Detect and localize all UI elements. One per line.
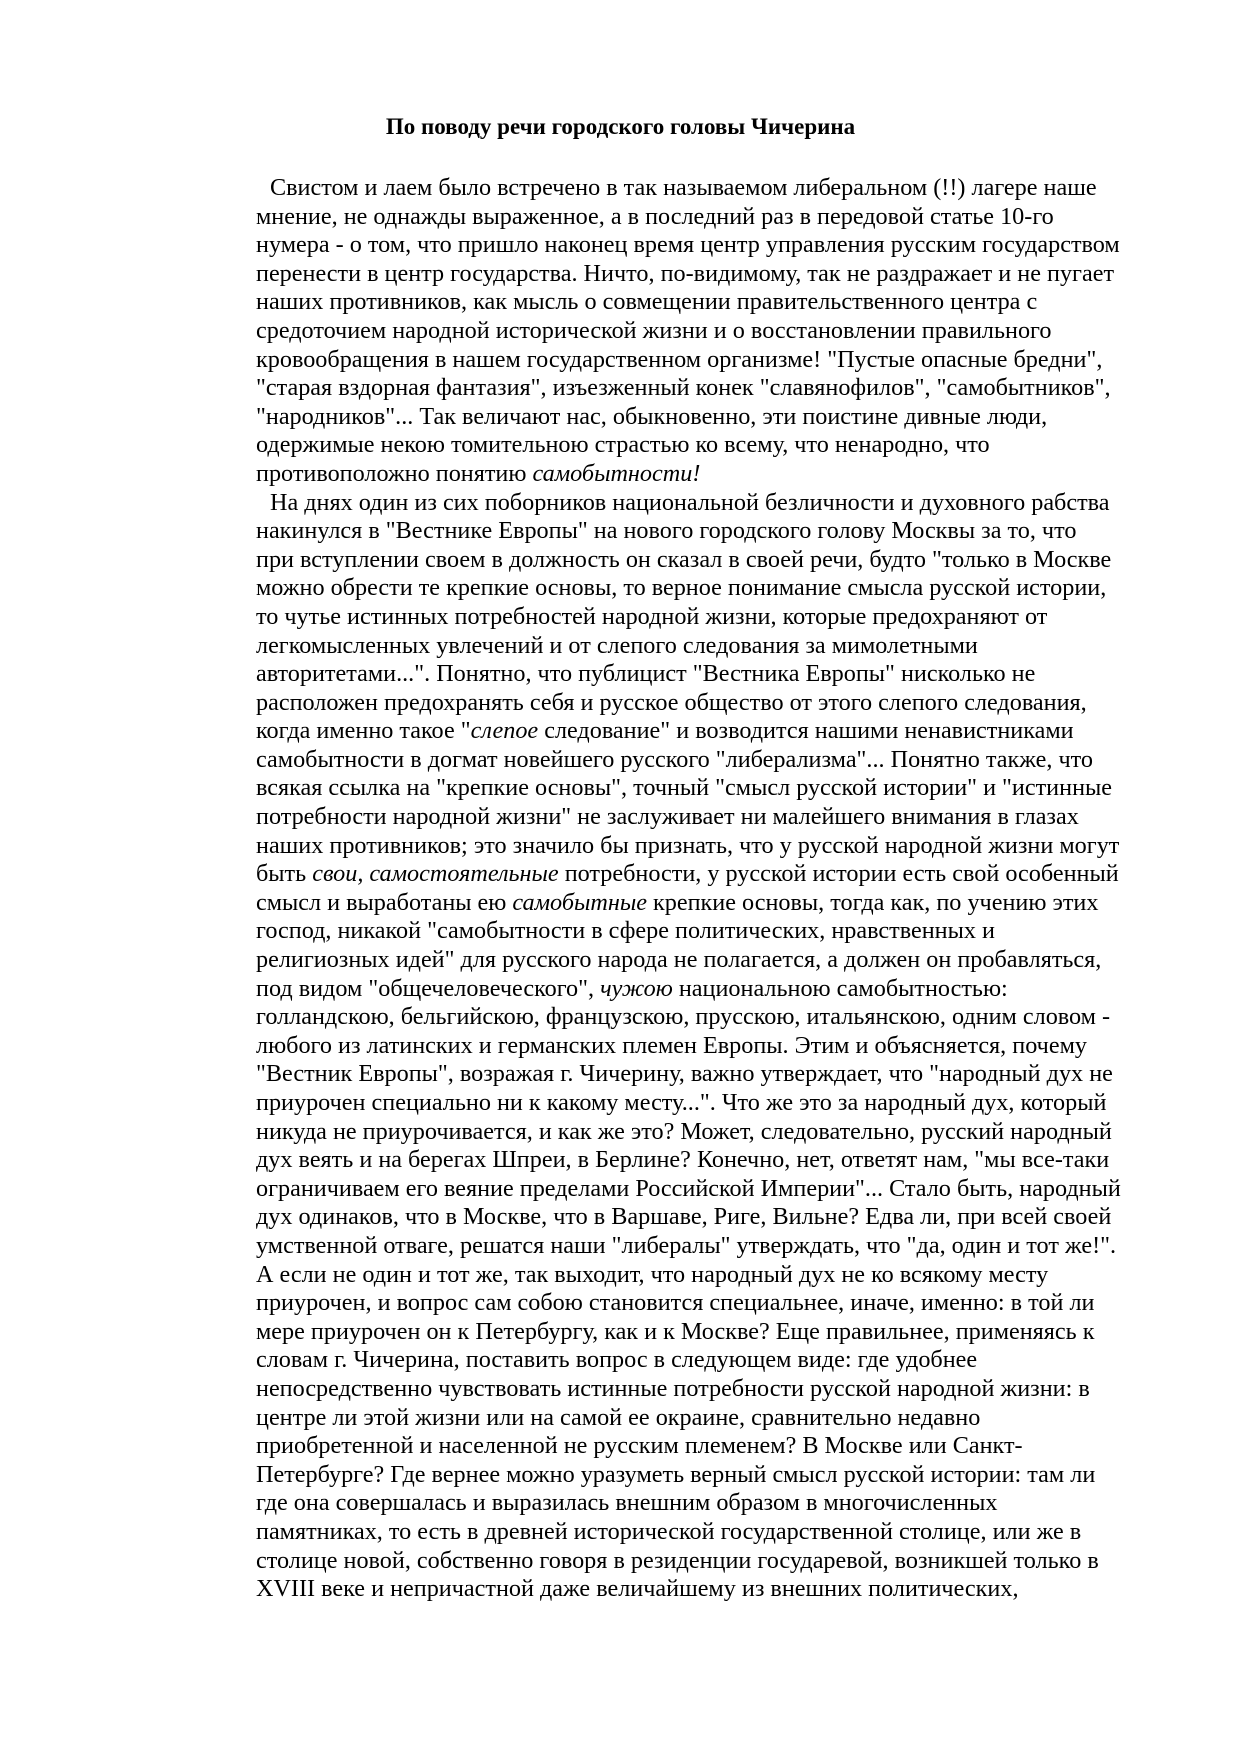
text-line: то чутье истинных потребностей народной жизни, которые предохраняют от (256, 602, 1048, 630)
text-line: мере приурочен он к Петербургу, как и к Москве? Еще правильнее, применяясь к (256, 1317, 1095, 1345)
document-body (256, 174, 1156, 1604)
text-line: никуда не приурочивается, и как же это? Может, следовательно, русский народный (256, 1117, 1112, 1145)
text-line: кровообращения в нашем государственном организме! "Пустые опасные бредни", (256, 345, 1103, 373)
text-line (242, 860, 1156, 889)
text-line: авторитетами...". Понятно, что публицист "Вестника Европы" нисколько не (256, 660, 1036, 688)
text-line: памятниках, то есть в древней исторической государственной столице, или же в (256, 1517, 1082, 1545)
document-title: По поводу речи городского головы Чичерина (385, 114, 856, 139)
text-line: словам г. Чичерина, поставить вопрос в следующем виде: где удобнее (256, 1346, 978, 1374)
text-line: одержимые некою томительною страстью ко всему, что ненародно, что (256, 431, 990, 459)
text-line: XVIII веке и непричастной даже величайшему из внешних политических, (256, 1575, 1019, 1603)
text-line: легкомысленных увлечений и от слепого следования за мимолетными (256, 631, 978, 659)
text-run: крепкие основы, тогда как, по учению этих (646, 888, 1099, 916)
text-run: противоположно понятию (256, 459, 533, 487)
italic-text: слепое (470, 717, 539, 745)
text-line: религиозных идей" для русского народа не полагается, а должен он пробавляться, (256, 946, 1102, 974)
text-line: самобытности в догмат новейшего русского "либерализма"... Понятно также, что (256, 745, 1093, 773)
text-run: быть (256, 860, 313, 888)
text-line: приобретенной и населенной не русским племенем? В Москве или Санкт- (256, 1432, 1023, 1460)
italic-text: свои, самостоятельные (312, 860, 559, 888)
text-line: господ, никакой "самобытности в сфере политических, нравственных и (256, 917, 995, 945)
text-line: расположен предохранять себя и русское общество от этого слепого следования, (256, 688, 1087, 716)
text-line: перенести в центр государства. Ничто, по-видимому, так не раздражает и не пугает (256, 259, 1115, 287)
text-line: "старая вздорная фантазия", изъезженный конек "славянофилов", "самобытников", (256, 374, 1111, 402)
text-line (242, 717, 1156, 746)
text-run: следование" и возводится нашими ненавистниками (538, 717, 1074, 745)
text-line: нумера - о том, что пришло наконец время центр управления русским государством (256, 231, 1120, 259)
text-line: всякая ссылка на "крепкие основы", точный "смысл русской истории" и "истинные (256, 774, 1112, 802)
text-line: Петербурге? Где вернее можно уразуметь верный смысл русской истории: там ли (256, 1460, 1096, 1488)
text-line: где она совершалась и выразилась внешним образом в многочисленных (256, 1489, 998, 1517)
text-line: средоточием народной исторической жизни и о восстановлении правильного (256, 316, 1052, 344)
text-line: голландскою, бельгийскою, французскою, прусскою, итальянскою, одним словом - (256, 1003, 1111, 1031)
text-line: потребности народной жизни" не заслуживает ни малейшего внимания в глазах (256, 803, 1079, 831)
text-run: национальною самобытностью: (672, 974, 1008, 1002)
text-run: смысл и выработаны ею (256, 888, 513, 916)
text-line: при вступлении своем в должность он сказал в своей речи, будто "только в Москве (256, 545, 1112, 573)
text-line (242, 889, 1156, 918)
text-line: ограничиваем его веяние пределами Российской Империи"... Стало быть, народный (256, 1174, 1121, 1202)
text-line (242, 460, 1156, 489)
text-line: непосредственно чувствовать истинные потребности русской народной жизни: в (256, 1374, 1090, 1402)
text-line: мнение, не однажды выраженное, а в последний раз в передовой статье 10-го (256, 202, 1054, 230)
text-line: можно обрести те крепкие основы, то верное понимание смысла русской истории, (256, 574, 1107, 602)
italic-text: самобытные (512, 888, 647, 916)
text-line: дух одинаков, что в Москве, что в Варшаве, Риге, Вильне? Едва ли, при всей своей (256, 1203, 1112, 1231)
text-line: центре ли этой жизни или на самой ее окраине, сравнительно недавно (256, 1403, 981, 1431)
text-run: когда именно такое " (256, 717, 471, 745)
text-line: столице новой, собственно говоря в резиденции государевой, возникшей только в (256, 1546, 1099, 1574)
text-run: под видом "общечеловеческого", (256, 974, 601, 1002)
text-run: потребности, у русской истории есть свой особенный (558, 860, 1119, 888)
paragraph-1 (256, 174, 1156, 489)
text-line: "Вестник Европы", возражая г. Чичерину, важно утверждает, что "народный дух не (256, 1060, 1113, 1088)
text-line: наших противников, как мысль о совмещении правительственного центра с (256, 288, 1038, 316)
text-line: любого из латинских и германских племен Европы. Этим и объясняется, почему (256, 1031, 1087, 1059)
text-line: Свистом и лаем было встречено в так называемом либеральном (!!) лагере наше (270, 174, 1097, 201)
italic-text: чужою (600, 974, 673, 1002)
text-line: дух веять и на берегах Шпреи, в Берлине? Конечно, нет, ответят нам, "мы все-таки (256, 1146, 1110, 1174)
text-line: наших противников; это значило бы признать, что у русской народной жизни могут (256, 831, 1120, 859)
text-line: умственной отваге, решатся наши "либералы" утверждать, что "да, один и тот же!". (256, 1231, 1117, 1259)
text-line (242, 975, 1156, 1004)
text-line: "народников"... Так величают нас, обыкновенно, эти поистине дивные люди, (256, 402, 1048, 430)
text-line: приурочен специально ни к какому месту...". Что же это за народный дух, который (256, 1089, 1107, 1116)
italic-text: самобытности! (532, 459, 701, 487)
paragraph-2 (256, 489, 1156, 1604)
text-line: На днях один из сих поборников национальной безличности и духовного рабства (270, 488, 1110, 516)
text-line: накинулся в "Вестнике Европы" на нового городского голову Москвы за то, что (256, 517, 1077, 545)
text-line: приурочен, и вопрос сам собою становится специальнее, иначе, именно: в той ли (256, 1289, 1095, 1317)
text-line: А если не один и тот же, так выходит, что народный дух не ко всякому месту (256, 1260, 1049, 1288)
